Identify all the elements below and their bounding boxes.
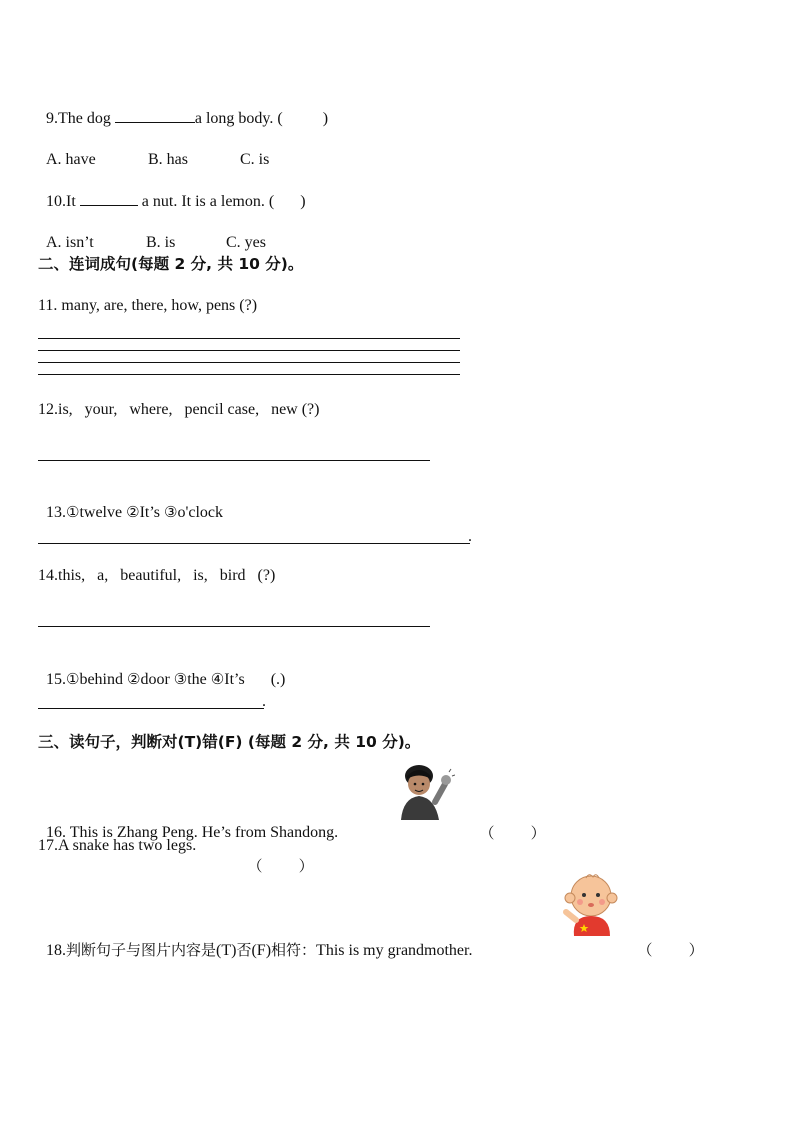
circle-1-icon: ①	[66, 503, 80, 521]
question-13	[38, 482, 223, 523]
q15-period: .	[262, 693, 266, 710]
q17-answer-paren[interactable]	[238, 836, 314, 876]
q13-number: 13.	[46, 504, 66, 521]
q18-close-paren: ）	[688, 941, 704, 959]
q10-text-after: a nut. It is a lemon. (	[137, 193, 275, 210]
q10-options	[38, 213, 266, 253]
question-11: 11. many, are, there, how, pens (?)	[38, 297, 258, 314]
q13-word-2: It’s	[139, 504, 165, 521]
circle-2-icon: ②	[127, 670, 141, 688]
q18-english: This is my grandmother.	[316, 942, 473, 959]
q18-answer-paren[interactable]	[628, 920, 704, 960]
q9-option-a[interactable]: A. have	[46, 151, 96, 168]
q15-word-3: the	[187, 671, 211, 688]
q15-word-4: It’s	[224, 671, 245, 688]
q15-number: 15.	[46, 671, 66, 688]
section-3-heading: 三、读句子，判断对(T)错(F) (每题 2 分, 共 10 分)。	[38, 733, 421, 751]
q9-text-after: a long body. (	[194, 110, 283, 127]
q18-chinese-1: 判断句子与图片内容是	[66, 941, 217, 959]
q18-f: (F)	[251, 942, 272, 959]
q16-open-paren: （	[479, 824, 495, 842]
q16-answer-paren[interactable]	[470, 803, 546, 843]
q10-close-paren: )	[300, 193, 306, 210]
q18-open-paren: （	[637, 941, 653, 959]
q13-period: .	[468, 528, 472, 545]
q15-answer-line[interactable]	[38, 708, 264, 709]
q15-punctuation: (.)	[270, 671, 286, 688]
question-10	[38, 171, 306, 212]
q16-text: 16. This is Zhang Peng. He’s from Shandong.	[46, 824, 339, 841]
q10-option-c[interactable]: C. yes	[226, 234, 266, 251]
q10-text-before: 10.It	[46, 193, 80, 210]
q9-blank[interactable]	[115, 108, 195, 123]
circle-3-icon: ③	[173, 670, 188, 688]
q15-word-2: door	[140, 671, 174, 688]
question-15	[38, 649, 285, 690]
q17-open-paren: （	[247, 857, 263, 875]
baby-illustration	[558, 872, 624, 938]
question-18	[38, 920, 472, 961]
q15-word-1: behind	[79, 671, 127, 688]
circle-1-icon: ①	[66, 670, 80, 688]
circle-4-icon: ④	[210, 670, 225, 688]
q13-word-1: twelve	[79, 504, 127, 521]
q11-answer-line-3[interactable]	[38, 362, 460, 363]
q11-answer-line-1[interactable]	[38, 338, 460, 339]
q9-option-b[interactable]: B. has	[148, 151, 188, 168]
section-2-heading: 二、连词成句(每题 2 分, 共 10 分)。	[38, 255, 304, 273]
q9-options	[38, 130, 269, 170]
q10-option-a[interactable]: A. isn’t	[46, 234, 94, 251]
circle-2-icon: ②	[126, 503, 140, 521]
question-14: 14.this, a, beautiful, is, bird (?)	[38, 567, 276, 584]
boy-waving-illustration	[393, 762, 455, 822]
q13-answer-line[interactable]	[38, 543, 470, 544]
q16-close-paren: ）	[530, 824, 546, 842]
q9-close-paren: )	[322, 110, 329, 127]
q18-number: 18.	[46, 942, 66, 959]
q9-option-c[interactable]: C. is	[240, 151, 270, 168]
q12-answer-line[interactable]	[38, 460, 430, 461]
question-12: 12.is, your, where, pencil case, new (?)	[38, 401, 320, 418]
q10-blank[interactable]	[80, 191, 138, 206]
q17-close-paren: ）	[298, 857, 314, 875]
q10-option-b[interactable]: B. is	[146, 234, 176, 251]
q18-chinese-2: 否	[236, 941, 252, 959]
q14-answer-line[interactable]	[38, 626, 430, 627]
q13-word-3: o'clock	[177, 504, 223, 521]
q11-answer-line-2[interactable]	[38, 350, 460, 351]
question-9	[38, 88, 328, 129]
circle-3-icon: ③	[164, 503, 178, 521]
q18-chinese-3: 相符：	[271, 941, 317, 959]
q11-answer-line-4[interactable]	[38, 374, 460, 375]
question-17: 17.A snake has two legs.	[38, 837, 197, 854]
q9-text-before: 9.The dog	[46, 110, 115, 127]
q18-t: (T)	[216, 942, 237, 959]
